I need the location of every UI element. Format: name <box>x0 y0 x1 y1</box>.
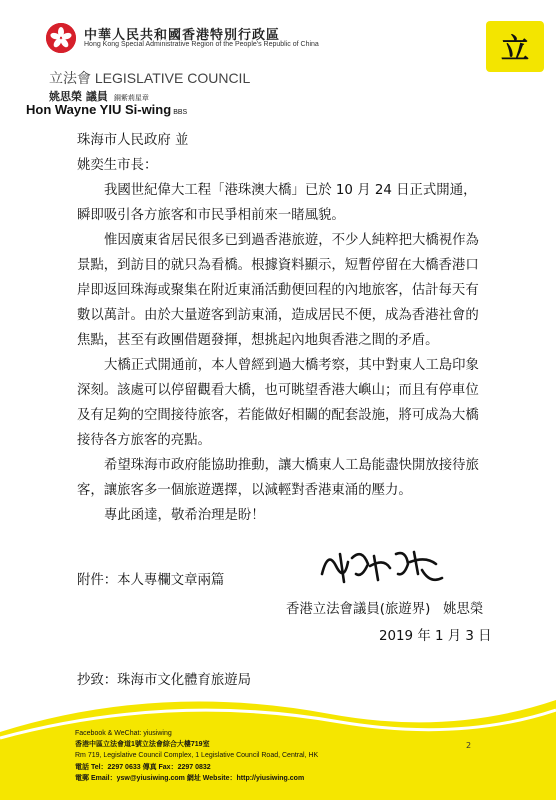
member-honour-chinese: 銅紫荊星章 <box>113 94 149 102</box>
member-name-cn-text: 姚思榮 議員 <box>49 90 108 103</box>
recipient-line: 珠海市人民政府 並 <box>77 133 189 148</box>
member-name-en-text: Hon Wayne YIU Si-wing <box>26 102 172 117</box>
letter-body <box>77 128 483 528</box>
paragraph-3: 大橋正式開通前，本人曾經到過大橋考察，其中對東人工島印象深刻。該處可以停留觀看大橋，也可眺望香港大嶼山；而且有停車位及有足夠的空間接待旅客，若能做好相關的配套設施，將可成為大橋接待各方旅客的亮點。 <box>77 358 479 448</box>
salutation: 姚奕生市長： <box>77 158 158 173</box>
page-number: 2 <box>466 741 472 750</box>
cc-line: 抄致：珠海市文化體育旅遊局 <box>77 673 252 688</box>
letterhead <box>0 0 556 120</box>
closing-line: 專此函達，敬希治理是盼！ <box>104 508 265 523</box>
paragraph-2: 惟因廣東省居民很多已到過香港旅遊，不少人純粹把大橋視作為景點，到訪目的就只為看橋。根據資料顯示，短暫停留在大橋香港口岸即返回珠海或聚集在附近東涌活動便回程的內地旅客，估計每天有數以萬計。由於大量遊客到訪東涌，造成居民不便，成為香港社會的焦點，甚至有政團借題發揮，想挑起內地與香港之間的矛盾。 <box>77 233 479 348</box>
signer-line: 香港立法會議員(旅遊界) 姚思榮 <box>286 602 484 617</box>
footer-phone-fax: 電話 Tel：2297 0633 傳真 Fax：2297 0832 <box>75 763 211 771</box>
legco-badge-icon: 立 <box>486 21 544 72</box>
government-name-chinese: 中華人民共和國香港特別行政區 <box>84 28 281 43</box>
hksar-emblem-icon <box>46 23 76 53</box>
footer-social: Facebook & WeChat: yiusiwing <box>75 730 172 737</box>
footer-address-cn: 香港中區立法會道1號立法會綜合大樓719室 <box>75 741 210 749</box>
member-name-english <box>26 102 187 117</box>
legislative-council-title: 立法會 LEGISLATIVE COUNCIL <box>49 70 251 86</box>
handwritten-signature <box>318 544 448 588</box>
footer-email-web: 電郵 Email：ysw@yiusiwing.com 網址 Website：http://yiusiwing.com <box>75 774 305 782</box>
letter-date: 2019 年 1 月 3 日 <box>379 629 492 644</box>
paragraph-4: 希望珠海市政府能協助推動，讓大橋東人工島能盡快開放接待旅客，讓旅客多一個旅遊選擇，以減輕對香港東涌的壓力。 <box>77 458 479 498</box>
footer-address-en: Rm 719, Legislative Council Complex, 1 Legislative Council Road, Central, HK <box>75 752 319 760</box>
paragraph-1: 我國世紀偉大工程「港珠澳大橋」已於 10 月 24 日正式開通，瞬即吸引各方旅客和市民爭相前來一睹風貌。 <box>77 183 477 223</box>
member-honour-english: BBS <box>173 109 188 116</box>
government-name-english: Hong Kong Special Administrative Region of the People's Republic of China <box>84 41 319 48</box>
footer-contact <box>75 728 318 784</box>
attachment-note: 附件：本人專欄文章兩篇 <box>77 573 225 588</box>
